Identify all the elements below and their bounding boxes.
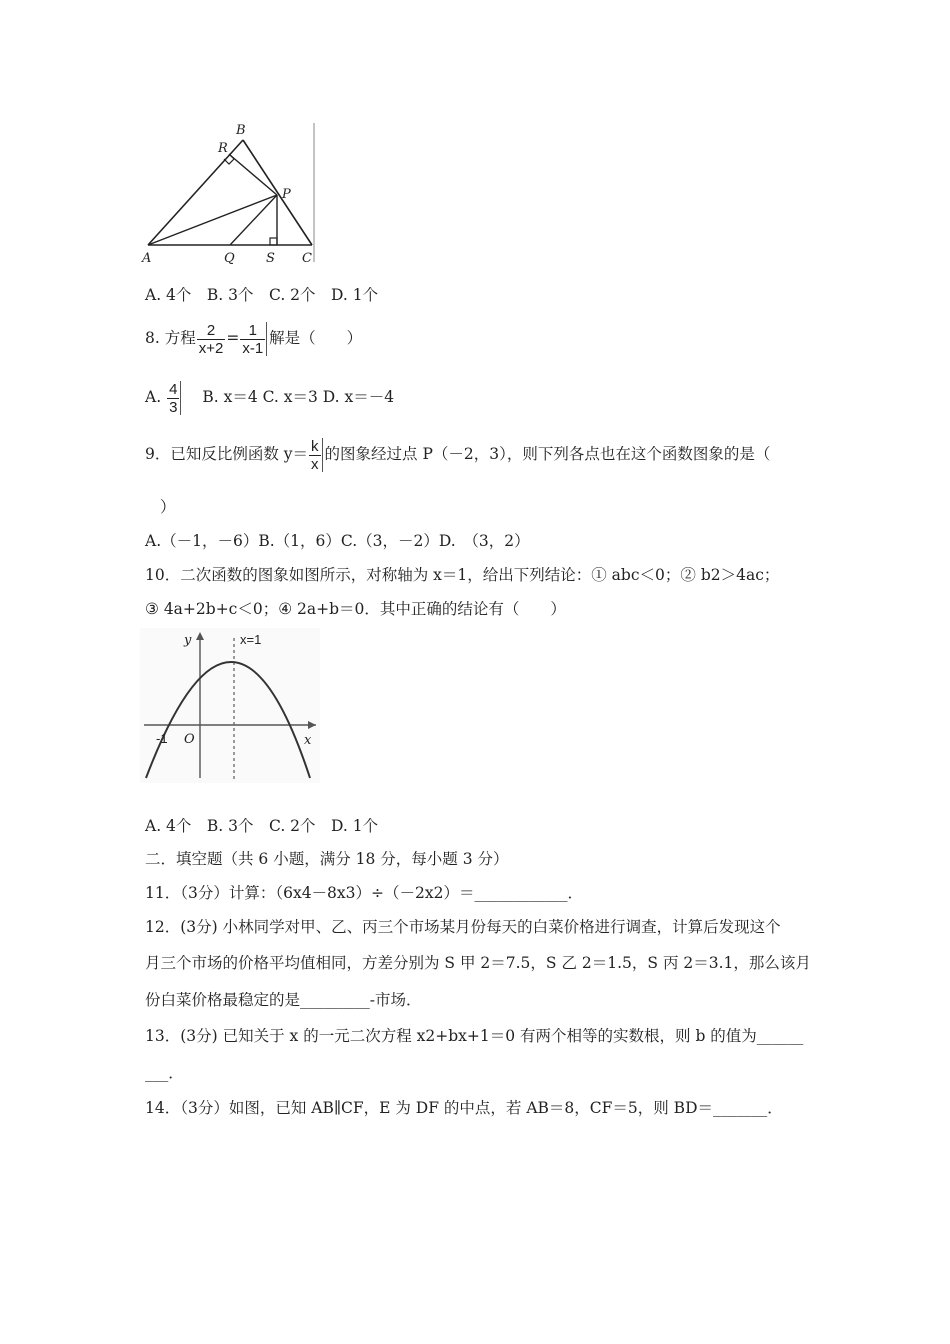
q12-line2: 月三个市场的价格平均值相同，方差分别为 S 甲 2＝7.5，S 乙 2＝1.5，S 丙 2＝3.1，那么该月: [145, 954, 811, 972]
q8-image-edge: [266, 322, 267, 356]
q7-options: A. 4个 B. 3个 C. 2个 D. 1个: [145, 286, 379, 304]
q11-text: 11．（3分）计算：（6x4－8x3）÷（－2x2）＝____________．: [145, 884, 583, 902]
q8-option-a-label: A.: [145, 388, 162, 406]
q9-fraction: $\frac{k}{x}$: [311, 437, 319, 473]
q9-options: A.（－1，－6）B.（1，6）C.（3，－2）D. （3，2）: [145, 532, 530, 550]
label-p: P: [282, 187, 291, 202]
label-s: S: [266, 251, 275, 266]
q8-fraction-2: $\frac{1}{x-1}$: [242, 321, 264, 357]
q12-line1: 12．(3分) 小林同学对甲、乙、丙三个市场某月份每天的白菜价格进行调查，计算后发现这个: [145, 918, 781, 936]
q8-options-rest: B. x＝4 C. x＝3 D. x＝－4: [202, 388, 395, 406]
q9-prefix: 9．已知反比例函数 y＝: [145, 445, 309, 463]
q10-options: A. 4个 B. 3个 C. 2个 D. 1个: [145, 817, 379, 835]
graph-y-label: y: [184, 633, 192, 648]
q10-line1: 10．二次函数的图象如图所示，对称轴为 x＝1，给出下列结论：① abc＜0；② b2＞4ac；: [145, 566, 780, 584]
q12-line3: 份白菜价格最稳定的是_________-市场．: [145, 991, 422, 1009]
label-c: C: [302, 251, 312, 266]
q13-line2: ___．: [145, 1064, 184, 1082]
label-a: A: [142, 251, 152, 266]
q8-fraction-1: $\frac{2}{x+2}$: [198, 321, 224, 357]
section2-title: 二．填空题（共 6 小题，满分 18 分，每小题 3 分）: [145, 850, 509, 868]
q10-line2: ③ 4a+2b+c＜0；④ 2a+b＝0．其中正确的结论有（ ）: [145, 600, 566, 618]
graph-minus-one-label: -1: [156, 731, 168, 746]
q8-option-a-fraction: $\frac{4}{3}$: [169, 380, 178, 416]
label-b: B: [236, 123, 246, 138]
graph-axis-label: x=1: [240, 632, 262, 647]
q9-suffix: 的图象经过点 P（－2，3），则下列各点也在这个函数图象的是（: [324, 445, 771, 463]
q8-options: [145, 376, 394, 418]
label-r: R: [218, 141, 228, 156]
q8-question: [145, 318, 362, 358]
graph-x-label: x: [304, 733, 312, 748]
label-q: Q: [224, 251, 235, 266]
q13-line1: 13．(3分) 已知关于 x 的一元二次方程 x2+bx+1＝0 有两个相等的实数根，则 b 的值为______: [145, 1027, 804, 1045]
q8-option-a-image-edge: [180, 381, 181, 415]
q8-equals: =: [226, 329, 240, 347]
q9-line2: ）: [160, 498, 176, 516]
q8-prefix: 8. 方程: [145, 329, 196, 347]
q14-text: 14．（3分）如图，已知 AB∥CF，E 为 DF 的中点，若 AB＝8，CF＝5，则 BD＝_______．: [145, 1099, 783, 1117]
q9-image-edge: [322, 438, 323, 472]
graph-origin-label: O: [184, 732, 195, 747]
parabola-graph: [140, 628, 320, 783]
q9-question: [145, 432, 770, 476]
q8-suffix: 解是（ ）: [269, 329, 363, 347]
triangle-figure: [140, 118, 325, 270]
